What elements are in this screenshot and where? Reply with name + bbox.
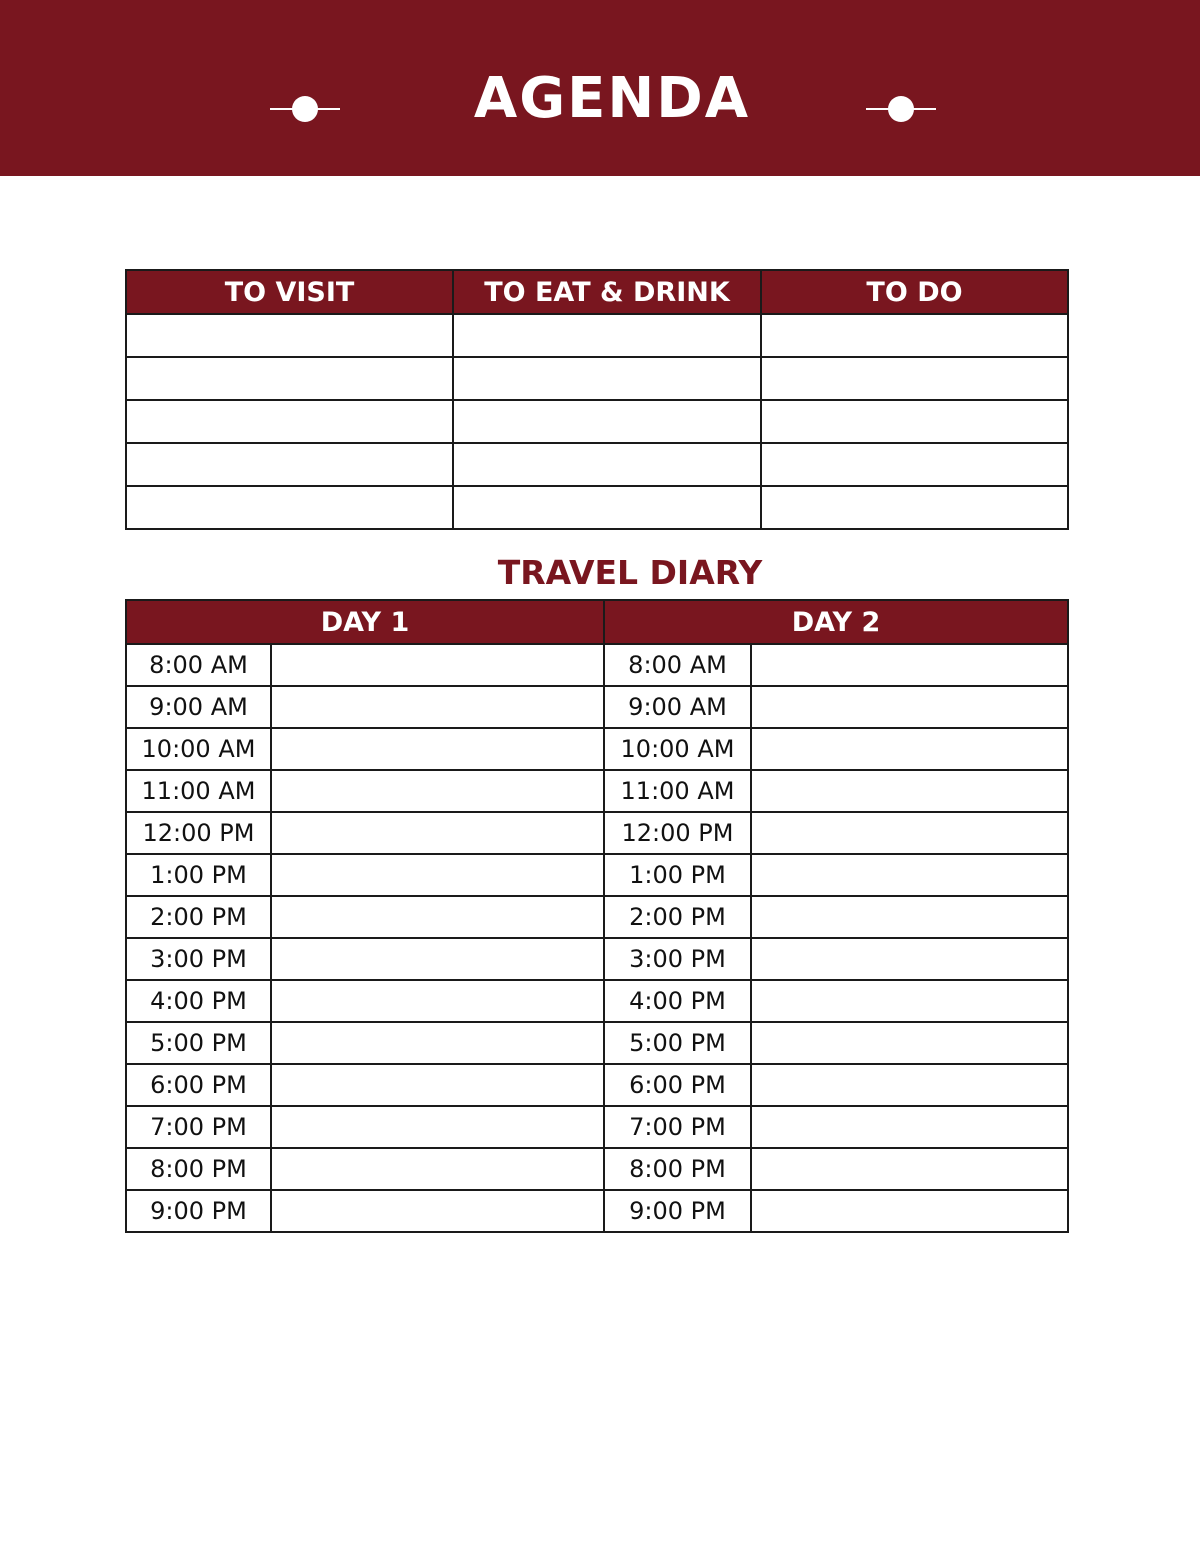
header-banner bbox=[0, 0, 1200, 176]
time-label: 4:00 PM bbox=[126, 980, 271, 1022]
table-row bbox=[126, 686, 1068, 728]
time-label: 3:00 PM bbox=[126, 938, 271, 980]
diary-entry-cell[interactable] bbox=[271, 1022, 604, 1064]
table-row bbox=[126, 357, 1068, 400]
time-label: 8:00 AM bbox=[126, 644, 271, 686]
time-label: 2:00 PM bbox=[604, 896, 751, 938]
time-label: 10:00 AM bbox=[126, 728, 271, 770]
list-entry-cell[interactable] bbox=[761, 443, 1068, 486]
time-label: 8:00 PM bbox=[126, 1148, 271, 1190]
list-entry-cell[interactable] bbox=[126, 443, 453, 486]
page-title: AGENDA bbox=[473, 66, 751, 131]
list-entry-cell[interactable] bbox=[453, 314, 761, 357]
column-header-to-do: TO DO bbox=[761, 270, 1068, 314]
diary-entry-cell[interactable] bbox=[271, 812, 604, 854]
time-label: 7:00 PM bbox=[126, 1106, 271, 1148]
table-row bbox=[126, 1190, 1068, 1232]
diary-header-row bbox=[126, 600, 1068, 644]
table-row bbox=[126, 770, 1068, 812]
time-label: 12:00 PM bbox=[126, 812, 271, 854]
list-entry-cell[interactable] bbox=[761, 400, 1068, 443]
table-row bbox=[126, 1106, 1068, 1148]
diary-entry-cell[interactable] bbox=[751, 728, 1068, 770]
diary-entry-cell[interactable] bbox=[751, 1106, 1068, 1148]
time-label: 10:00 AM bbox=[604, 728, 751, 770]
table-row bbox=[126, 728, 1068, 770]
time-label: 5:00 PM bbox=[126, 1022, 271, 1064]
time-label: 4:00 PM bbox=[604, 980, 751, 1022]
list-entry-cell[interactable] bbox=[126, 357, 453, 400]
diary-entry-cell[interactable] bbox=[751, 1190, 1068, 1232]
diary-entry-cell[interactable] bbox=[271, 728, 604, 770]
time-label: 7:00 PM bbox=[604, 1106, 751, 1148]
list-entry-cell[interactable] bbox=[453, 357, 761, 400]
diary-entry-cell[interactable] bbox=[271, 686, 604, 728]
table-row bbox=[126, 400, 1068, 443]
table-row bbox=[126, 1148, 1068, 1190]
time-label: 11:00 AM bbox=[126, 770, 271, 812]
diary-entry-cell[interactable] bbox=[751, 770, 1068, 812]
table-row bbox=[126, 644, 1068, 686]
diary-entry-cell[interactable] bbox=[271, 1064, 604, 1106]
diary-entry-cell[interactable] bbox=[751, 812, 1068, 854]
table-row bbox=[126, 1022, 1068, 1064]
time-label: 8:00 AM bbox=[604, 644, 751, 686]
table-row bbox=[126, 812, 1068, 854]
time-label: 9:00 AM bbox=[126, 686, 271, 728]
time-label: 12:00 PM bbox=[604, 812, 751, 854]
time-label: 5:00 PM bbox=[604, 1022, 751, 1064]
diary-entry-cell[interactable] bbox=[751, 1148, 1068, 1190]
diary-entry-cell[interactable] bbox=[271, 1148, 604, 1190]
diary-entry-cell[interactable] bbox=[751, 980, 1068, 1022]
time-label: 6:00 PM bbox=[126, 1064, 271, 1106]
list-entry-cell[interactable] bbox=[761, 357, 1068, 400]
diary-entry-cell[interactable] bbox=[271, 896, 604, 938]
time-label: 2:00 PM bbox=[126, 896, 271, 938]
lists-header-row bbox=[126, 270, 1068, 314]
time-label: 11:00 AM bbox=[604, 770, 751, 812]
diary-entry-cell[interactable] bbox=[751, 896, 1068, 938]
table-row bbox=[126, 980, 1068, 1022]
diary-entry-cell[interactable] bbox=[271, 854, 604, 896]
section-title: TRAVEL DIARY bbox=[497, 553, 763, 592]
diary-entry-cell[interactable] bbox=[751, 854, 1068, 896]
table-row bbox=[126, 896, 1068, 938]
diary-entry-cell[interactable] bbox=[751, 938, 1068, 980]
diary-entry-cell[interactable] bbox=[271, 1190, 604, 1232]
time-label: 9:00 AM bbox=[604, 686, 751, 728]
day-header: DAY 1 bbox=[126, 600, 604, 644]
time-label: 1:00 PM bbox=[126, 854, 271, 896]
diary-entry-cell[interactable] bbox=[271, 644, 604, 686]
time-label: 9:00 PM bbox=[126, 1190, 271, 1232]
column-header-to-eat-drink: TO EAT & DRINK bbox=[453, 270, 761, 314]
time-label: 8:00 PM bbox=[604, 1148, 751, 1190]
table-row bbox=[126, 443, 1068, 486]
diary-entry-cell[interactable] bbox=[751, 1022, 1068, 1064]
time-label: 1:00 PM bbox=[604, 854, 751, 896]
lists-table bbox=[125, 269, 1069, 530]
list-entry-cell[interactable] bbox=[126, 400, 453, 443]
day-header: DAY 2 bbox=[604, 600, 1068, 644]
time-label: 6:00 PM bbox=[604, 1064, 751, 1106]
table-row bbox=[126, 314, 1068, 357]
time-label: 9:00 PM bbox=[604, 1190, 751, 1232]
diary-table bbox=[125, 599, 1069, 1233]
diary-entry-cell[interactable] bbox=[271, 1106, 604, 1148]
diary-entry-cell[interactable] bbox=[271, 980, 604, 1022]
orbit-dot-icon bbox=[866, 92, 936, 126]
diary-entry-cell[interactable] bbox=[751, 686, 1068, 728]
diary-entry-cell[interactable] bbox=[271, 770, 604, 812]
column-header-to-visit: TO VISIT bbox=[126, 270, 453, 314]
table-row bbox=[126, 486, 1068, 529]
list-entry-cell[interactable] bbox=[761, 314, 1068, 357]
table-row bbox=[126, 938, 1068, 980]
list-entry-cell[interactable] bbox=[761, 486, 1068, 529]
list-entry-cell[interactable] bbox=[126, 486, 453, 529]
list-entry-cell[interactable] bbox=[453, 486, 761, 529]
time-label: 3:00 PM bbox=[604, 938, 751, 980]
diary-entry-cell[interactable] bbox=[751, 1064, 1068, 1106]
list-entry-cell[interactable] bbox=[126, 314, 453, 357]
table-row bbox=[126, 854, 1068, 896]
table-row bbox=[126, 1064, 1068, 1106]
list-entry-cell[interactable] bbox=[453, 400, 761, 443]
diary-entry-cell[interactable] bbox=[751, 644, 1068, 686]
list-entry-cell[interactable] bbox=[453, 443, 761, 486]
diary-entry-cell[interactable] bbox=[271, 938, 604, 980]
